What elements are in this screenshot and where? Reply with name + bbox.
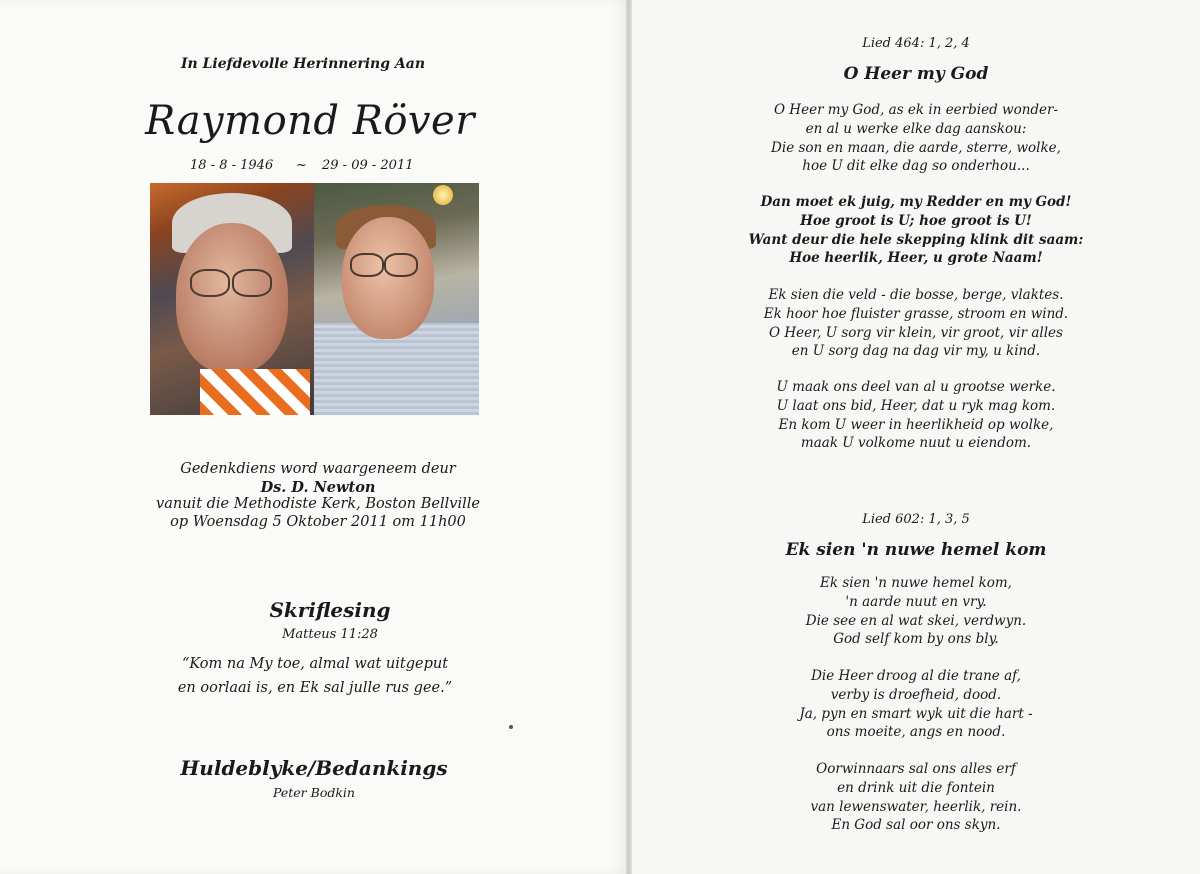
stanza-line: O Heer, U sorg vir klein, vir groot, vir alles (769, 324, 1063, 341)
stanza-line: U maak ons deel van al u grootse werke. (776, 379, 1056, 395)
stanza-line: Hoe heerlik, Heer, u grote Naam! (789, 250, 1043, 267)
stanza-line: Die Heer droog al die trane af, (811, 668, 1021, 684)
hymn-1-chorus (632, 193, 1200, 268)
stanza-line: van lewenswater, heerlik, rein. (810, 798, 1022, 815)
reading-line-2: en oorlaai is, en Ek sal julle rus gee.” (177, 680, 453, 696)
stanza-line: Hoe groot is U; hoe groot is U! (800, 212, 1032, 229)
stanza-line: Die see en al wat skei, verdwyn. (805, 612, 1027, 629)
hymn-1-stanza-3 (632, 378, 1200, 453)
portrait-photo-left (150, 183, 314, 415)
tributes-name: Peter Bodkin (273, 785, 355, 800)
deceased-name: Raymond Röver (145, 98, 475, 144)
stanza-line: Oorwinnaars sal ons alles erf (816, 761, 1016, 777)
reading-title: Skriflesing (269, 598, 391, 622)
stanza-line: verby is droefheid, dood. (830, 686, 1002, 703)
stanza-line: Ja, pyn en smart wyk uit die hart - (799, 705, 1033, 722)
service-line-1: Gedenkdiens word waargeneem deur (180, 461, 456, 477)
hymn-1-reference: Lied 464: 1, 2, 4 (862, 36, 970, 51)
stanza-line: en al u werke elke dag aanskou: (805, 120, 1027, 137)
stanza-line: God self kom by ons bly. (833, 631, 999, 648)
stanza-line: Dan moet ek juig, my Redder en my God! (760, 194, 1072, 210)
stanza-line: maak U volkome nuut u eiendom. (800, 435, 1032, 452)
stanza-line: hoe U dit elke dag so onderhou... (802, 158, 1030, 175)
hymn-1-title: O Heer my God (843, 64, 989, 84)
service-details (0, 461, 636, 531)
portrait-photo-right (314, 183, 479, 415)
hymn-2-stanza-3 (632, 760, 1200, 835)
stanza-line: En God sal oor ons skyn. (831, 817, 1001, 834)
hymn-1-stanza-1 (632, 101, 1200, 176)
reading-reference: Matteus 11:28 (282, 627, 378, 642)
service-venue: vanuit die Methodiste Kerk, Boston Bellville (156, 496, 480, 512)
dedication: In Liefdevolle Herinnering Aan (180, 56, 426, 72)
stanza-line: Ek sien die veld - die bosse, berge, vlaktes. (768, 287, 1064, 303)
stanza-line: U laat ons bid, Heer, dat u ryk mag kom. (776, 397, 1056, 414)
stanza-line: En kom U weer in heerlikheid op wolke, (778, 416, 1054, 433)
stanza-line: ons moeite, angs en nood. (826, 724, 1006, 741)
stanza-line: 'n aarde nuut en vry. (845, 593, 987, 610)
paper-speck (509, 725, 513, 729)
hymn-1-stanza-2 (632, 286, 1200, 361)
officiant: Ds. D. Newton (260, 478, 376, 496)
tributes-title: Huldeblyke/Bedankings (180, 756, 448, 780)
service-date: op Woensdag 5 Oktober 2011 om 11h00 (170, 513, 466, 530)
stanza-line: Die son en maan, die aarde, sterre, wolke, (771, 139, 1061, 156)
hymn-2-stanza-2 (632, 667, 1200, 742)
stanza-line: en drink uit die fontein (837, 779, 995, 796)
stanza-line: Ek sien 'n nuwe hemel kom, (820, 575, 1012, 591)
reading-line-1: “Kom na My toe, almal wat uitgeput (181, 656, 449, 672)
death-date: 29 - 09 - 2011 (322, 158, 414, 173)
hymn-2-reference: Lied 602: 1, 3, 5 (862, 512, 970, 527)
date-separator: ~ (296, 158, 307, 173)
hymn-2-title: Ek sien 'n nuwe hemel kom (785, 540, 1047, 560)
hymn-2-stanza-1 (632, 574, 1200, 649)
stanza-line: Want deur die hele skepping klink dit saam: (748, 231, 1084, 248)
birth-date: 18 - 8 - 1946 (190, 158, 274, 173)
reading-text (0, 652, 630, 700)
stanza-line: Ek hoor hoe fluister grasse, stroom en wind. (763, 305, 1069, 322)
stanza-line: en U sorg dag na dag vir my, u kind. (791, 343, 1041, 360)
stanza-line: O Heer my God, as ek in eerbied wonder- (773, 102, 1059, 118)
